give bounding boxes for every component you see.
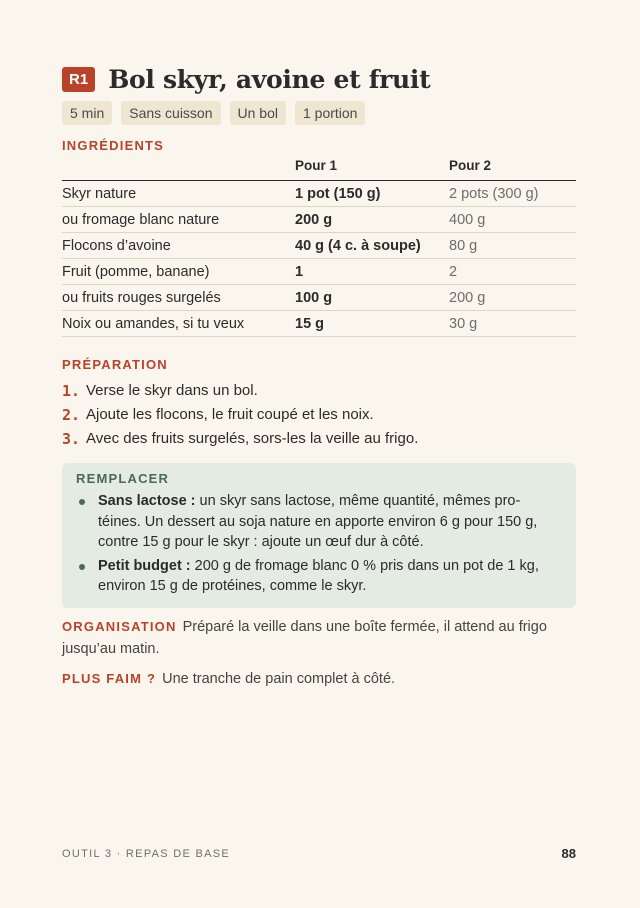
replace-item-text: [98, 556, 562, 597]
step-text: Ajoute les flocons, le fruit coupé et les noix.: [86, 406, 374, 423]
step-item: [62, 379, 576, 403]
recipe-tags: [62, 101, 576, 125]
header-pour-1: Pour 1: [295, 158, 449, 181]
quantity-pour-1: 200 g: [295, 207, 449, 233]
ingredient-name: Flocons d’avoine: [62, 233, 295, 259]
tag-portion: 1 portion: [295, 101, 365, 125]
ingredient-name: ou fruits rouges surgelés: [62, 285, 295, 311]
footer-section: OUTIL 3 · REPAS DE BASE: [62, 847, 231, 860]
replace-item-body: un skyr sans lactose, même quantité, mêmes pro-téines. Un dessert au soja nature en apporte environ 6 g pour 150 g, contre 15 g pour le skyr : ajoute un œuf dur à côté.: [98, 493, 538, 550]
replace-item-title: Petit budget :: [98, 557, 191, 574]
title-row: [62, 62, 576, 96]
ingredients-table: [62, 158, 576, 337]
table-row: [62, 233, 576, 259]
bullet-icon: [79, 499, 85, 505]
table-row: [62, 207, 576, 233]
replace-heading: REMPLACER: [76, 471, 170, 486]
table-row: [62, 181, 576, 207]
table-row: [62, 311, 576, 337]
table-row: [62, 259, 576, 285]
step-text: Verse le skyr dans un bol.: [86, 382, 258, 399]
recipe-title: Bol skyr, avoine et fruit: [108, 64, 431, 94]
ingredient-name: Skyr nature: [62, 181, 295, 207]
replace-list: [76, 491, 562, 597]
step-number: 2.: [62, 406, 81, 424]
page-number: 88: [561, 846, 576, 861]
quantity-pour-2: 80 g: [449, 233, 576, 259]
quantity-pour-2: 2: [449, 259, 576, 285]
table-row: [62, 285, 576, 311]
quantity-pour-1: 40 g (4 c. à soupe): [295, 233, 449, 259]
quantity-pour-1: 15 g: [295, 311, 449, 337]
bullet-icon: [79, 564, 85, 570]
ingredient-name: ou fromage blanc nature: [62, 207, 295, 233]
preparation-heading: PRÉPARATION: [62, 357, 168, 372]
quantity-pour-2: 200 g: [449, 285, 576, 311]
step-item: [62, 427, 576, 451]
organisation-label: ORGANISATION: [62, 618, 177, 634]
replace-item-title: Sans lactose :: [98, 493, 196, 509]
list-item: [76, 491, 562, 553]
organisation-text: Préparé la veille dans une boîte fermée, il attend au frigo jusqu’au matin.: [62, 618, 547, 657]
recipe-page: [62, 62, 576, 690]
recipe-code-badge: R1: [62, 67, 95, 92]
step-number: 1.: [62, 382, 81, 400]
quantity-pour-2: 400 g: [449, 207, 576, 233]
replace-item-text: [98, 491, 562, 553]
header-ingredient: [62, 158, 295, 181]
tag-time: 5 min: [62, 101, 112, 125]
plus-faim-text: Une tranche de pain complet à côté.: [162, 670, 396, 687]
quantity-pour-1: 100 g: [295, 285, 449, 311]
quantity-pour-2: 30 g: [449, 311, 576, 337]
ingredient-name: Fruit (pomme, banane): [62, 259, 295, 285]
plus-faim-label: PLUS FAIM ?: [62, 670, 157, 686]
step-number: 3.: [62, 430, 81, 448]
page-footer: [62, 846, 576, 861]
quantity-pour-1: 1: [295, 259, 449, 285]
tag-vessel: Un bol: [230, 101, 286, 125]
step-text: Avec des fruits surgelés, sors-les la veille au frigo.: [86, 430, 419, 447]
step-item: [62, 403, 576, 427]
organisation-note: [62, 616, 576, 660]
replace-box: [62, 463, 576, 608]
table-header-row: [62, 158, 576, 181]
quantity-pour-1: 1 pot (150 g): [295, 181, 449, 207]
ingredients-heading: INGRÉDIENTS: [62, 138, 165, 153]
ingredient-name: Noix ou amandes, si tu veux: [62, 311, 295, 337]
header-pour-2: Pour 2: [449, 158, 576, 181]
replace-item-body: 200 g de fromage blanc 0 % pris dans un pot de 1 kg, environ 15 g de protéines, comme le skyr.: [98, 557, 539, 594]
quantity-pour-2: 2 pots (300 g): [449, 181, 576, 207]
tag-cooking: Sans cuisson: [121, 101, 220, 125]
preparation-steps: [62, 379, 576, 451]
list-item: [76, 556, 562, 597]
plus-faim-note: [62, 668, 576, 690]
